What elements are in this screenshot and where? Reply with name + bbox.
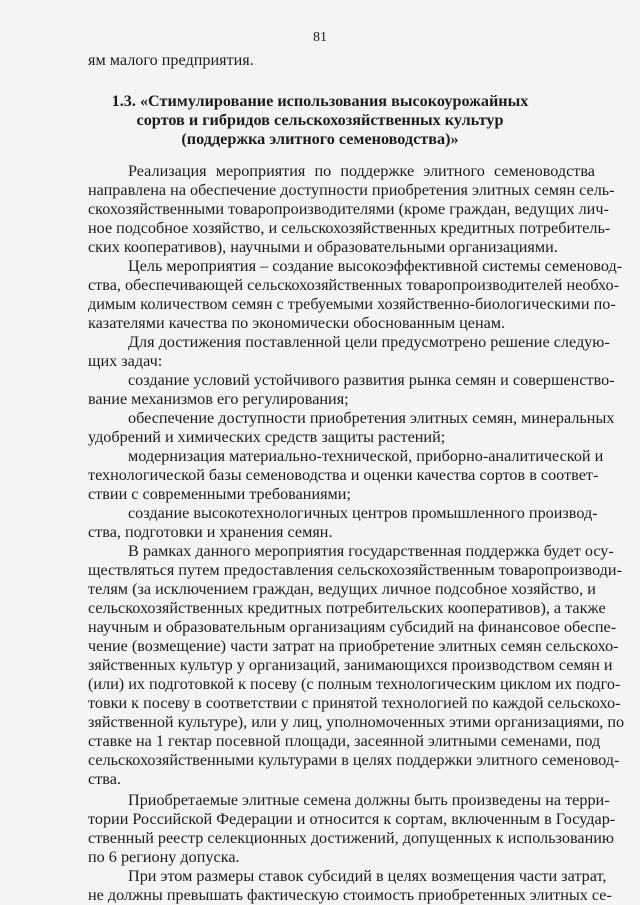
text-line: сельскохозяйственных кредитных потребительских кооперативов), а также <box>88 599 606 617</box>
text-line: товки к посеву в соответствии с принятой технологией по каждой сельскохо- <box>88 694 621 712</box>
text-line: зяйственных культур у организаций, занимающихся производством семян и <box>88 656 613 674</box>
text-line: димым количеством семян с требуемыми хозяйственно-биологическими по- <box>88 295 616 313</box>
text-line: зяйственной культуре), или у лиц, уполномоченных этими организациями, по <box>88 713 625 731</box>
text-line: щих задач: <box>88 352 163 370</box>
text-line: ществляться путем предоставления сельскохозяйственным товаропроизводи- <box>88 561 622 579</box>
text-line: чение (возмещение) части затрат на приобретение элитных семян сельскохо- <box>88 637 619 655</box>
text-line: ствии с современными требованиями; <box>88 485 351 503</box>
text-line: ственный реестр селекционных достижений, допущенных к использованию <box>88 829 614 847</box>
text-line: ства, подготовки и хранения семян. <box>88 523 333 541</box>
text-line: научным и образовательным организациям субсидий на финансовое обеспе- <box>88 618 617 636</box>
text-line: телям (за исключением граждан, ведущих личное подсобное хозяйство, и <box>88 580 596 598</box>
text-line: сельскохозяйственными культурами в целях поддержки элитного семеновод- <box>88 751 620 769</box>
text-line: (или) их подготовкой к посеву (с полным технологическим циклом их подго- <box>88 675 621 693</box>
text-line: казателями качества по экономически обоснованным ценам. <box>88 314 506 332</box>
text-line: создание высокотехнологичных центров промышленного производ- <box>128 504 598 522</box>
text-line: ставке на 1 гектар посевной площади, засеянной элитными семенами, под <box>88 732 601 750</box>
text-line: вание механизмов его регулирования; <box>88 390 349 408</box>
text-line: тории Российской Федерации и относится к сортам, включенным в Государ- <box>88 810 616 828</box>
page-number: 81 <box>313 30 327 45</box>
text-line: не должны превышать фактическую стоимость приобретенных элитных се- <box>88 886 612 904</box>
text-line: ства. <box>88 770 121 788</box>
text-line: технологической базы семеноводства и оценки качества сортов в соответ- <box>88 466 599 484</box>
section-heading-line: 1.3. «Стимулирование использования высокоурожайных <box>111 92 529 110</box>
text-line: ских кооперативов), научными и образовательными организациями. <box>88 238 558 256</box>
text-line: ям малого предприятия. <box>88 51 254 69</box>
text-line: Цель мероприятия – создание высокоэффективной системы семеновод- <box>128 257 623 275</box>
text-line: ное подсобное хозяйство, и сельскохозяйственных кредитных потребитель- <box>88 219 611 237</box>
text-line: скохозяйственными товаропроизводителями (кроме граждан, ведущих лич- <box>88 200 609 218</box>
text-line: по 6 региону допуска. <box>88 848 240 866</box>
section-heading-line: (поддержка элитного семеноводства)» <box>181 130 459 148</box>
text-line: Реализация мероприятия по поддержке элитного семеноводства <box>128 162 595 180</box>
text-line: модернизация материально-технической, приборно-аналитической и <box>128 447 604 465</box>
text-line: При этом размеры ставок субсидий в целях возмещения части затрат, <box>128 867 607 885</box>
text-line: Приобретаемые элитные семена должны быть произведены на терри- <box>128 791 610 809</box>
text-line: ства, обеспечивающей сельскохозяйственных товаропроизводителей необхо- <box>88 276 619 294</box>
section-heading-line: сортов и гибридов сельскохозяйственных культур <box>136 111 504 129</box>
text-line: создание условий устойчивого развития рынка семян и совершенство- <box>128 371 615 389</box>
text-line: удобрений и химических средств защиты растений; <box>88 428 446 446</box>
text-line: обеспечение доступности приобретения элитных семян, минеральных <box>128 409 615 427</box>
text-line: направлена на обеспечение доступности приобретения элитных семян сель- <box>88 181 615 199</box>
text-line: Для достижения поставленной цели предусмотрено решение следую- <box>128 333 610 351</box>
text-line: В рамках данного мероприятия государственная поддержка будет осу- <box>128 542 614 560</box>
